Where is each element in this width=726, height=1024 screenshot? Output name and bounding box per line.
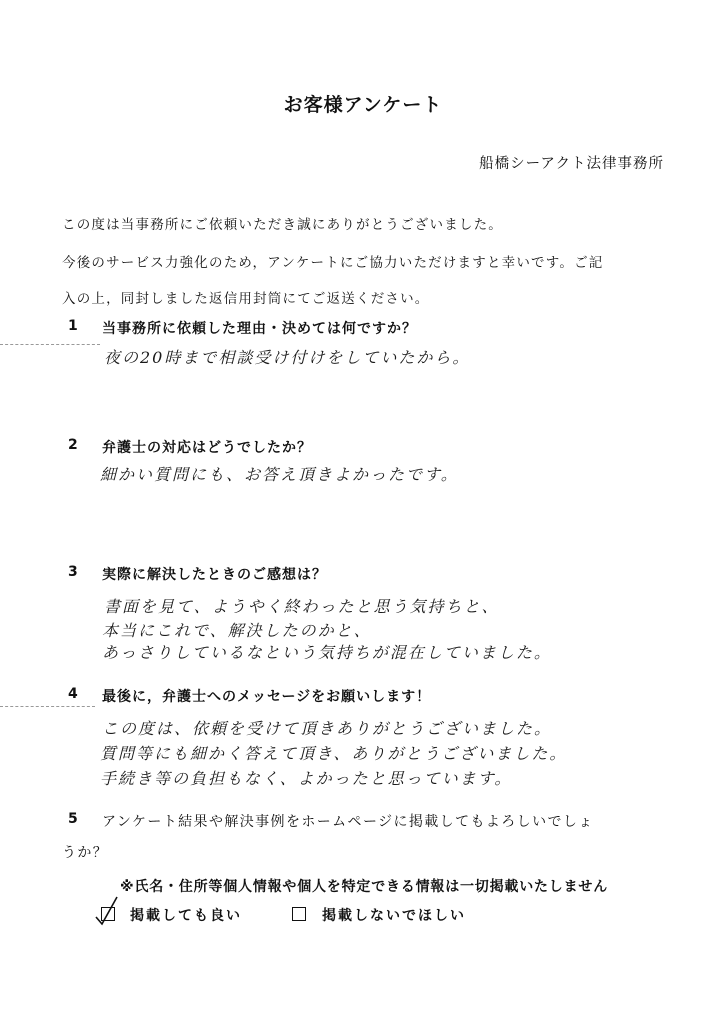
page-title: お客様アンケート <box>283 94 443 116</box>
privacy-note: ※氏名・住所等個人情報や個人を特定できる情報は一切掲載いたしません <box>120 879 609 895</box>
intro-line-3: 入の上，同封しました返信用封筒にてご返送ください。 <box>62 291 430 307</box>
publish-ng-checkbox[interactable] <box>292 907 306 921</box>
question-2-text: 弁護士の対応はどうでしたか？ <box>102 440 312 456</box>
intro-line-2: 今後のサービス力強化のため，アンケートにご協力いただけますと幸いです。ご記 <box>62 255 604 271</box>
publish-ok-label[interactable]: 掲載しても良い <box>130 908 242 924</box>
intro-line-1: この度は当事務所にご依頼いただき誠にありがとうございました。 <box>62 217 503 233</box>
answer-2-line-1: 細かい質問にも、お答え頂きよかったです。 <box>100 465 459 484</box>
question-4-text: 最後に，弁護士へのメッセージをお願いします！ <box>102 689 432 705</box>
answer-1-line-1: 夜の20時まで相談受け付けをしていたから。 <box>104 348 471 367</box>
question-4-number: 4 <box>68 686 78 702</box>
scan-line <box>0 344 100 345</box>
answer-3-line-2: 本当にこれで、解決したのかと、 <box>102 621 372 640</box>
firm-name: 船橋シーアクト法律事務所 <box>479 156 664 172</box>
checkmark-icon <box>92 895 120 932</box>
question-1-number: 1 <box>68 318 78 334</box>
question-3-text: 実際に解決したときのご感想は？ <box>102 567 327 583</box>
answer-4-line-2: 質問等にも細かく答えて頂き、ありがとうございました。 <box>100 744 568 763</box>
answer-4-line-3: 手続き等の負担もなく、よかったと思っています。 <box>100 769 513 788</box>
scan-line <box>0 706 95 707</box>
answer-3-line-1: 書面を見て、ようやく終わったと思う気持ちと、 <box>104 597 500 616</box>
answer-3-line-3: あっさりしているなという気持ちが混在していました。 <box>102 643 552 662</box>
answer-4-line-1: この度は、依頼を受けて頂きありがとうございました。 <box>102 719 553 738</box>
question-5-text: アンケート結果や解決事例をホームページに掲載してもよろしいでしょ <box>102 814 594 830</box>
question-1-text: 当事務所に依頼した理由・決めては何ですか？ <box>102 321 417 337</box>
question-5-number: 5 <box>68 811 78 827</box>
publish-ng-label[interactable]: 掲載しないでほしい <box>322 908 466 924</box>
question-5-text-cont: うか？ <box>62 845 109 861</box>
question-2-number: 2 <box>68 437 78 453</box>
question-3-number: 3 <box>68 564 78 580</box>
